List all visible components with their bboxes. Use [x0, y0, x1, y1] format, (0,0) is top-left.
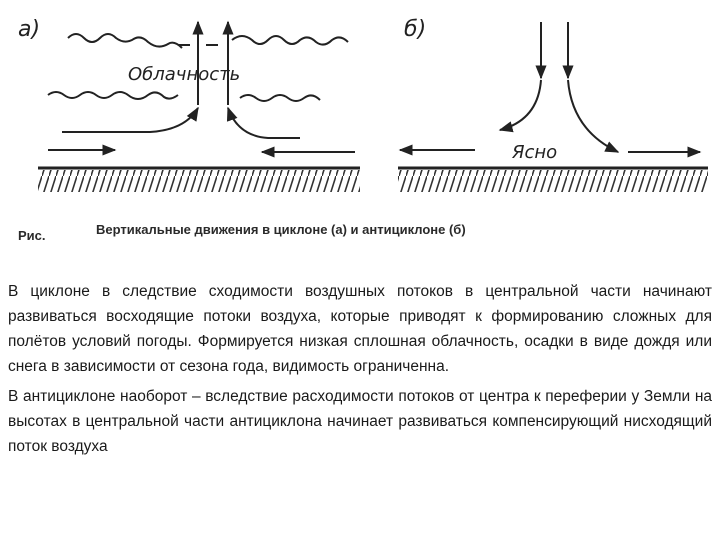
converging-curve-left	[62, 108, 198, 132]
ground-hatch-b	[398, 170, 708, 192]
cloud-label: Облачность	[128, 64, 241, 85]
lower-cloud-line-right	[240, 95, 320, 101]
caption-prefix: Рис.	[18, 228, 46, 243]
paragraph-cyclone: В циклоне в следствие сходимости воздушных потоков в центральной части начинают развиваться восходящие потоки воздуха, которые приводят к формированию сложных для полётов условий погоды. Формируется низкая сплошная облачность, осадки в виде дождя или снега в зависимости от сезона года, видимость ограниченна.	[8, 283, 712, 375]
diverging-curve-left	[500, 80, 541, 130]
cyclone-anticyclone-diagram	[0, 0, 720, 260]
panel-b-label: б)	[404, 17, 427, 42]
figure-caption: Вертикальные движения в циклоне (а) и антициклоне (б)	[96, 222, 466, 237]
clear-label: Ясно	[512, 142, 558, 163]
lower-cloud-line-left	[48, 92, 178, 99]
converging-curve-right	[228, 108, 300, 138]
panel-a-label: а)	[18, 17, 41, 42]
upper-cloud-line-left	[68, 34, 182, 48]
upper-cloud-line-right	[232, 36, 348, 45]
diverging-curve-right	[568, 80, 618, 152]
body-text	[8, 279, 712, 464]
ground-hatch-a	[38, 170, 360, 192]
paragraph-anticyclone: В антициклоне наоборот – вследствие расходимости потоков от центра к переферии у Земли на высотах в центральной части антициклона начинает развиваться компенсирующий нисходящий поток воздуха	[8, 388, 712, 455]
